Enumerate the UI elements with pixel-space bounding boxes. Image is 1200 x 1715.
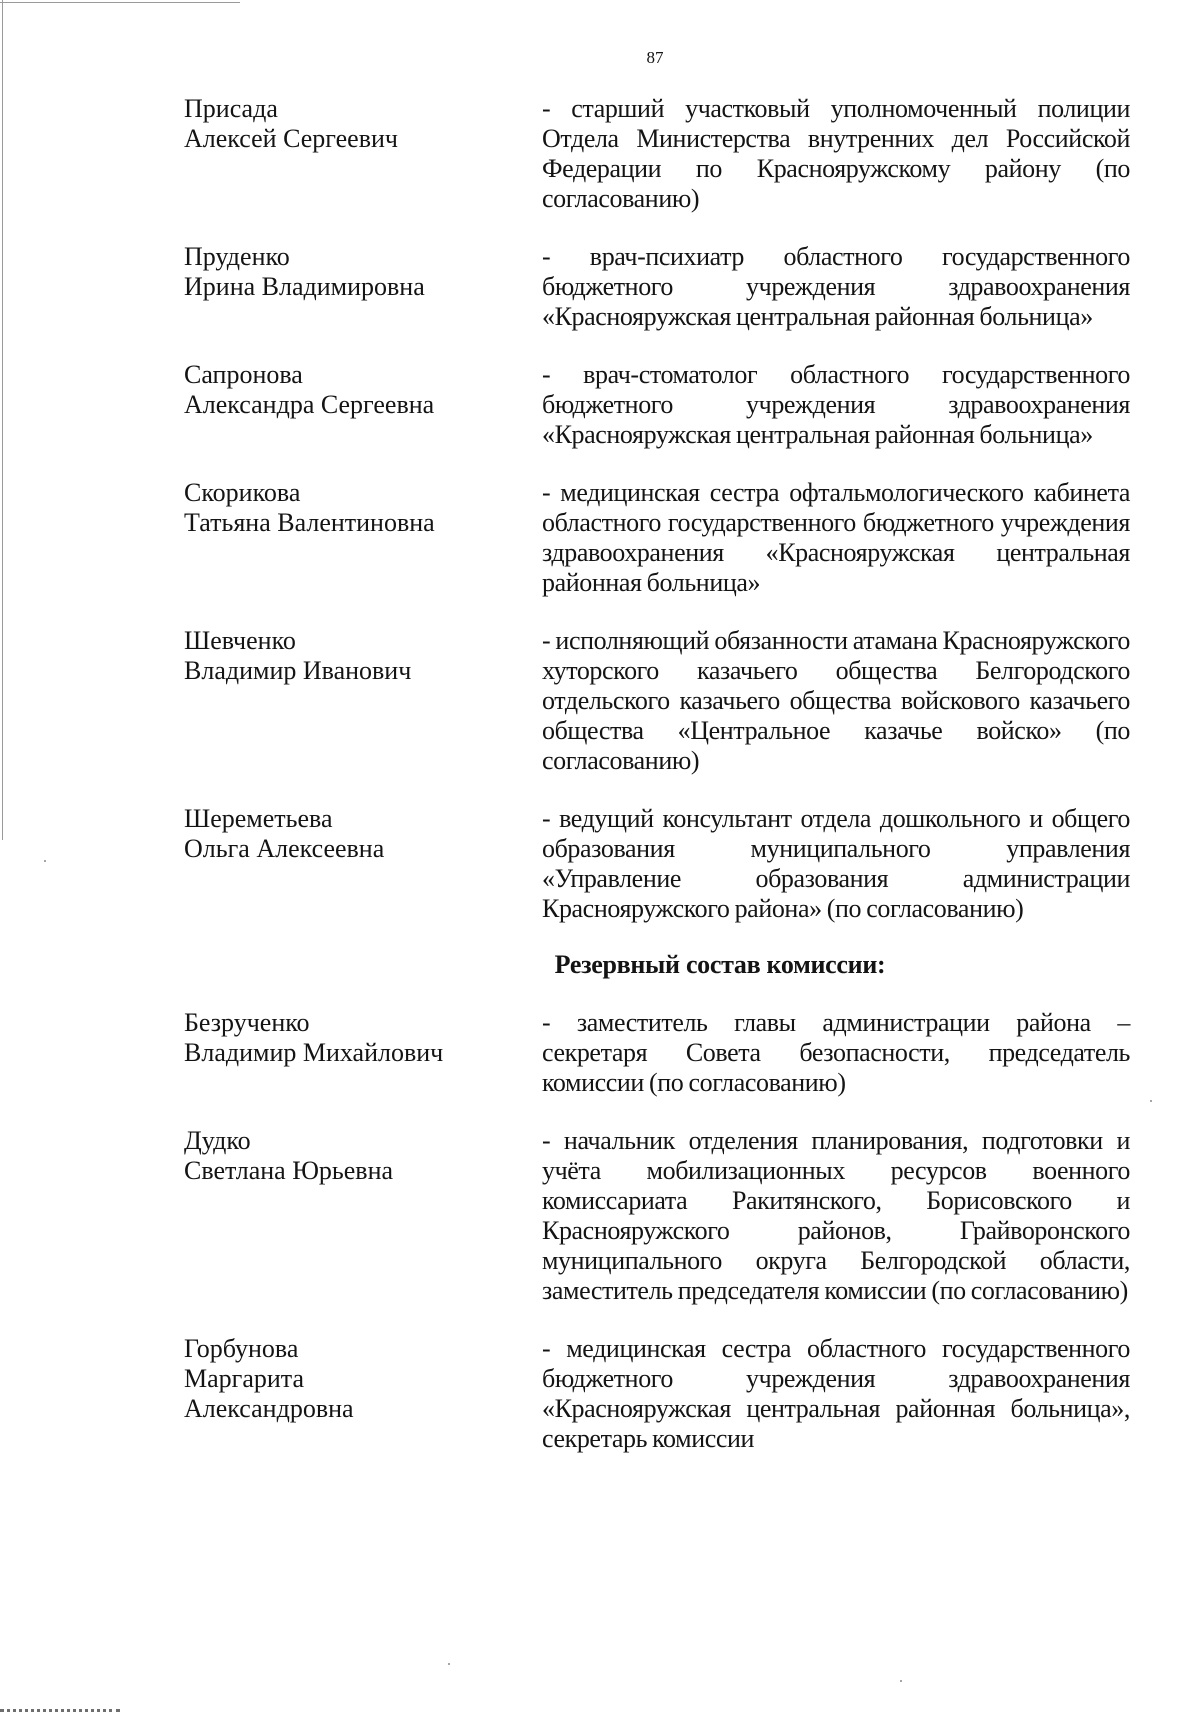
scan-edge-top bbox=[0, 2, 240, 3]
scan-speck bbox=[44, 860, 46, 862]
reserve-section-heading: Резервный состав комиссии: bbox=[554, 950, 886, 979]
member-surname: Присада bbox=[184, 94, 278, 123]
member-position: - старший участковый уполномоченный полиции Отдела Министерства внутренних дел Российской Федерации по Краснояружскому району (по согласованию) bbox=[542, 94, 1130, 213]
member-surname: Шереметьева bbox=[184, 804, 333, 833]
member-entry bbox=[184, 242, 1130, 332]
scan-speck bbox=[1150, 1100, 1152, 1102]
member-given-names: Алексей Сергеевич bbox=[184, 124, 398, 153]
member-given-names: Маргарита bbox=[184, 1364, 304, 1393]
member-position: - исполняющий обязанности атамана Краснояружского хуторского казачьего общества Белгородского отдельского казачьего общества войскового казачьего общества «Центральное казачье войско» (по согласованию) bbox=[542, 626, 1130, 775]
member-position: - врач-психиатр областного государственного бюджетного учреждения здравоохранения «Краснояружская центральная районная больница» bbox=[542, 242, 1130, 331]
member-surname: Сапронова bbox=[184, 360, 303, 389]
member-name bbox=[184, 1334, 542, 1454]
member-position: - начальник отделения планирования, подготовки и учёта мобилизационных ресурсов военного комиссариата Ракитянского, Борисовского и Краснояружского районов, Грайворонского муниципального округа Белгородской области, заместитель председателя комиссии (по согласованию) bbox=[542, 1126, 1130, 1305]
member-position: - медицинская сестра офтальмологического кабинета областного государственного бюджетного учреждения здравоохранения «Краснояружская центральная районная больница» bbox=[542, 478, 1130, 597]
member-given-names: Ирина Владимировна bbox=[184, 272, 425, 301]
member-name bbox=[184, 360, 542, 450]
member-given-names: Владимир Михайлович bbox=[184, 1038, 444, 1067]
member-entry bbox=[184, 1334, 1130, 1454]
scan-edge-left bbox=[2, 0, 3, 840]
member-surname: Шевченко bbox=[184, 626, 296, 655]
member-name bbox=[184, 1126, 542, 1306]
member-given-names: Татьяна Валентиновна bbox=[184, 508, 435, 537]
commission-list bbox=[184, 94, 1130, 1482]
member-entry bbox=[184, 1008, 1130, 1098]
member-surname: Безрученко bbox=[184, 1008, 310, 1037]
member-name bbox=[184, 1008, 542, 1098]
scan-speck bbox=[900, 1680, 902, 1682]
member-surname: Скорикова bbox=[184, 478, 301, 507]
member-name bbox=[184, 94, 542, 214]
member-entry bbox=[184, 94, 1130, 214]
member-surname: Дудко bbox=[184, 1126, 251, 1155]
page-number: 87 bbox=[646, 48, 664, 67]
member-surname: Горбунова bbox=[184, 1334, 299, 1363]
member-position: - заместитель главы администрации района – секретаря Совета безопасности, председатель комиссии (по согласованию) bbox=[542, 1008, 1130, 1097]
main-members-list bbox=[184, 94, 1130, 924]
member-entry bbox=[184, 360, 1130, 450]
member-entry bbox=[184, 478, 1130, 598]
member-position: - медицинская сестра областного государственного бюджетного учреждения здравоохранения «Краснояружская центральная районная больница», секретарь комиссии bbox=[542, 1334, 1130, 1453]
member-name bbox=[184, 626, 542, 776]
member-surname: Пруденко bbox=[184, 242, 290, 271]
member-given-names: Светлана Юрьевна bbox=[184, 1156, 394, 1185]
scan-speck bbox=[448, 1663, 450, 1665]
member-given-names: Ольга Алексеевна bbox=[184, 834, 385, 863]
reserve-members-list bbox=[184, 1008, 1130, 1454]
member-position: - ведущий консультант отдела дошкольного и общего образования муниципального управления «Управление образования администрации Краснояружского района» (по согласованию) bbox=[542, 804, 1130, 923]
member-name bbox=[184, 242, 542, 332]
member-entry bbox=[184, 626, 1130, 776]
member-given-names: Александровна bbox=[184, 1394, 354, 1423]
member-given-names: Владимир Иванович bbox=[184, 656, 412, 685]
member-entry bbox=[184, 804, 1130, 924]
member-name bbox=[184, 478, 542, 598]
scan-edge-bottom bbox=[0, 1709, 120, 1712]
member-entry bbox=[184, 1126, 1130, 1306]
member-position: - врач-стоматолог областного государственного бюджетного учреждения здравоохранения «Краснояружская центральная районная больница» bbox=[542, 360, 1130, 449]
member-name bbox=[184, 804, 542, 924]
member-given-names: Александра Сергеевна bbox=[184, 390, 435, 419]
